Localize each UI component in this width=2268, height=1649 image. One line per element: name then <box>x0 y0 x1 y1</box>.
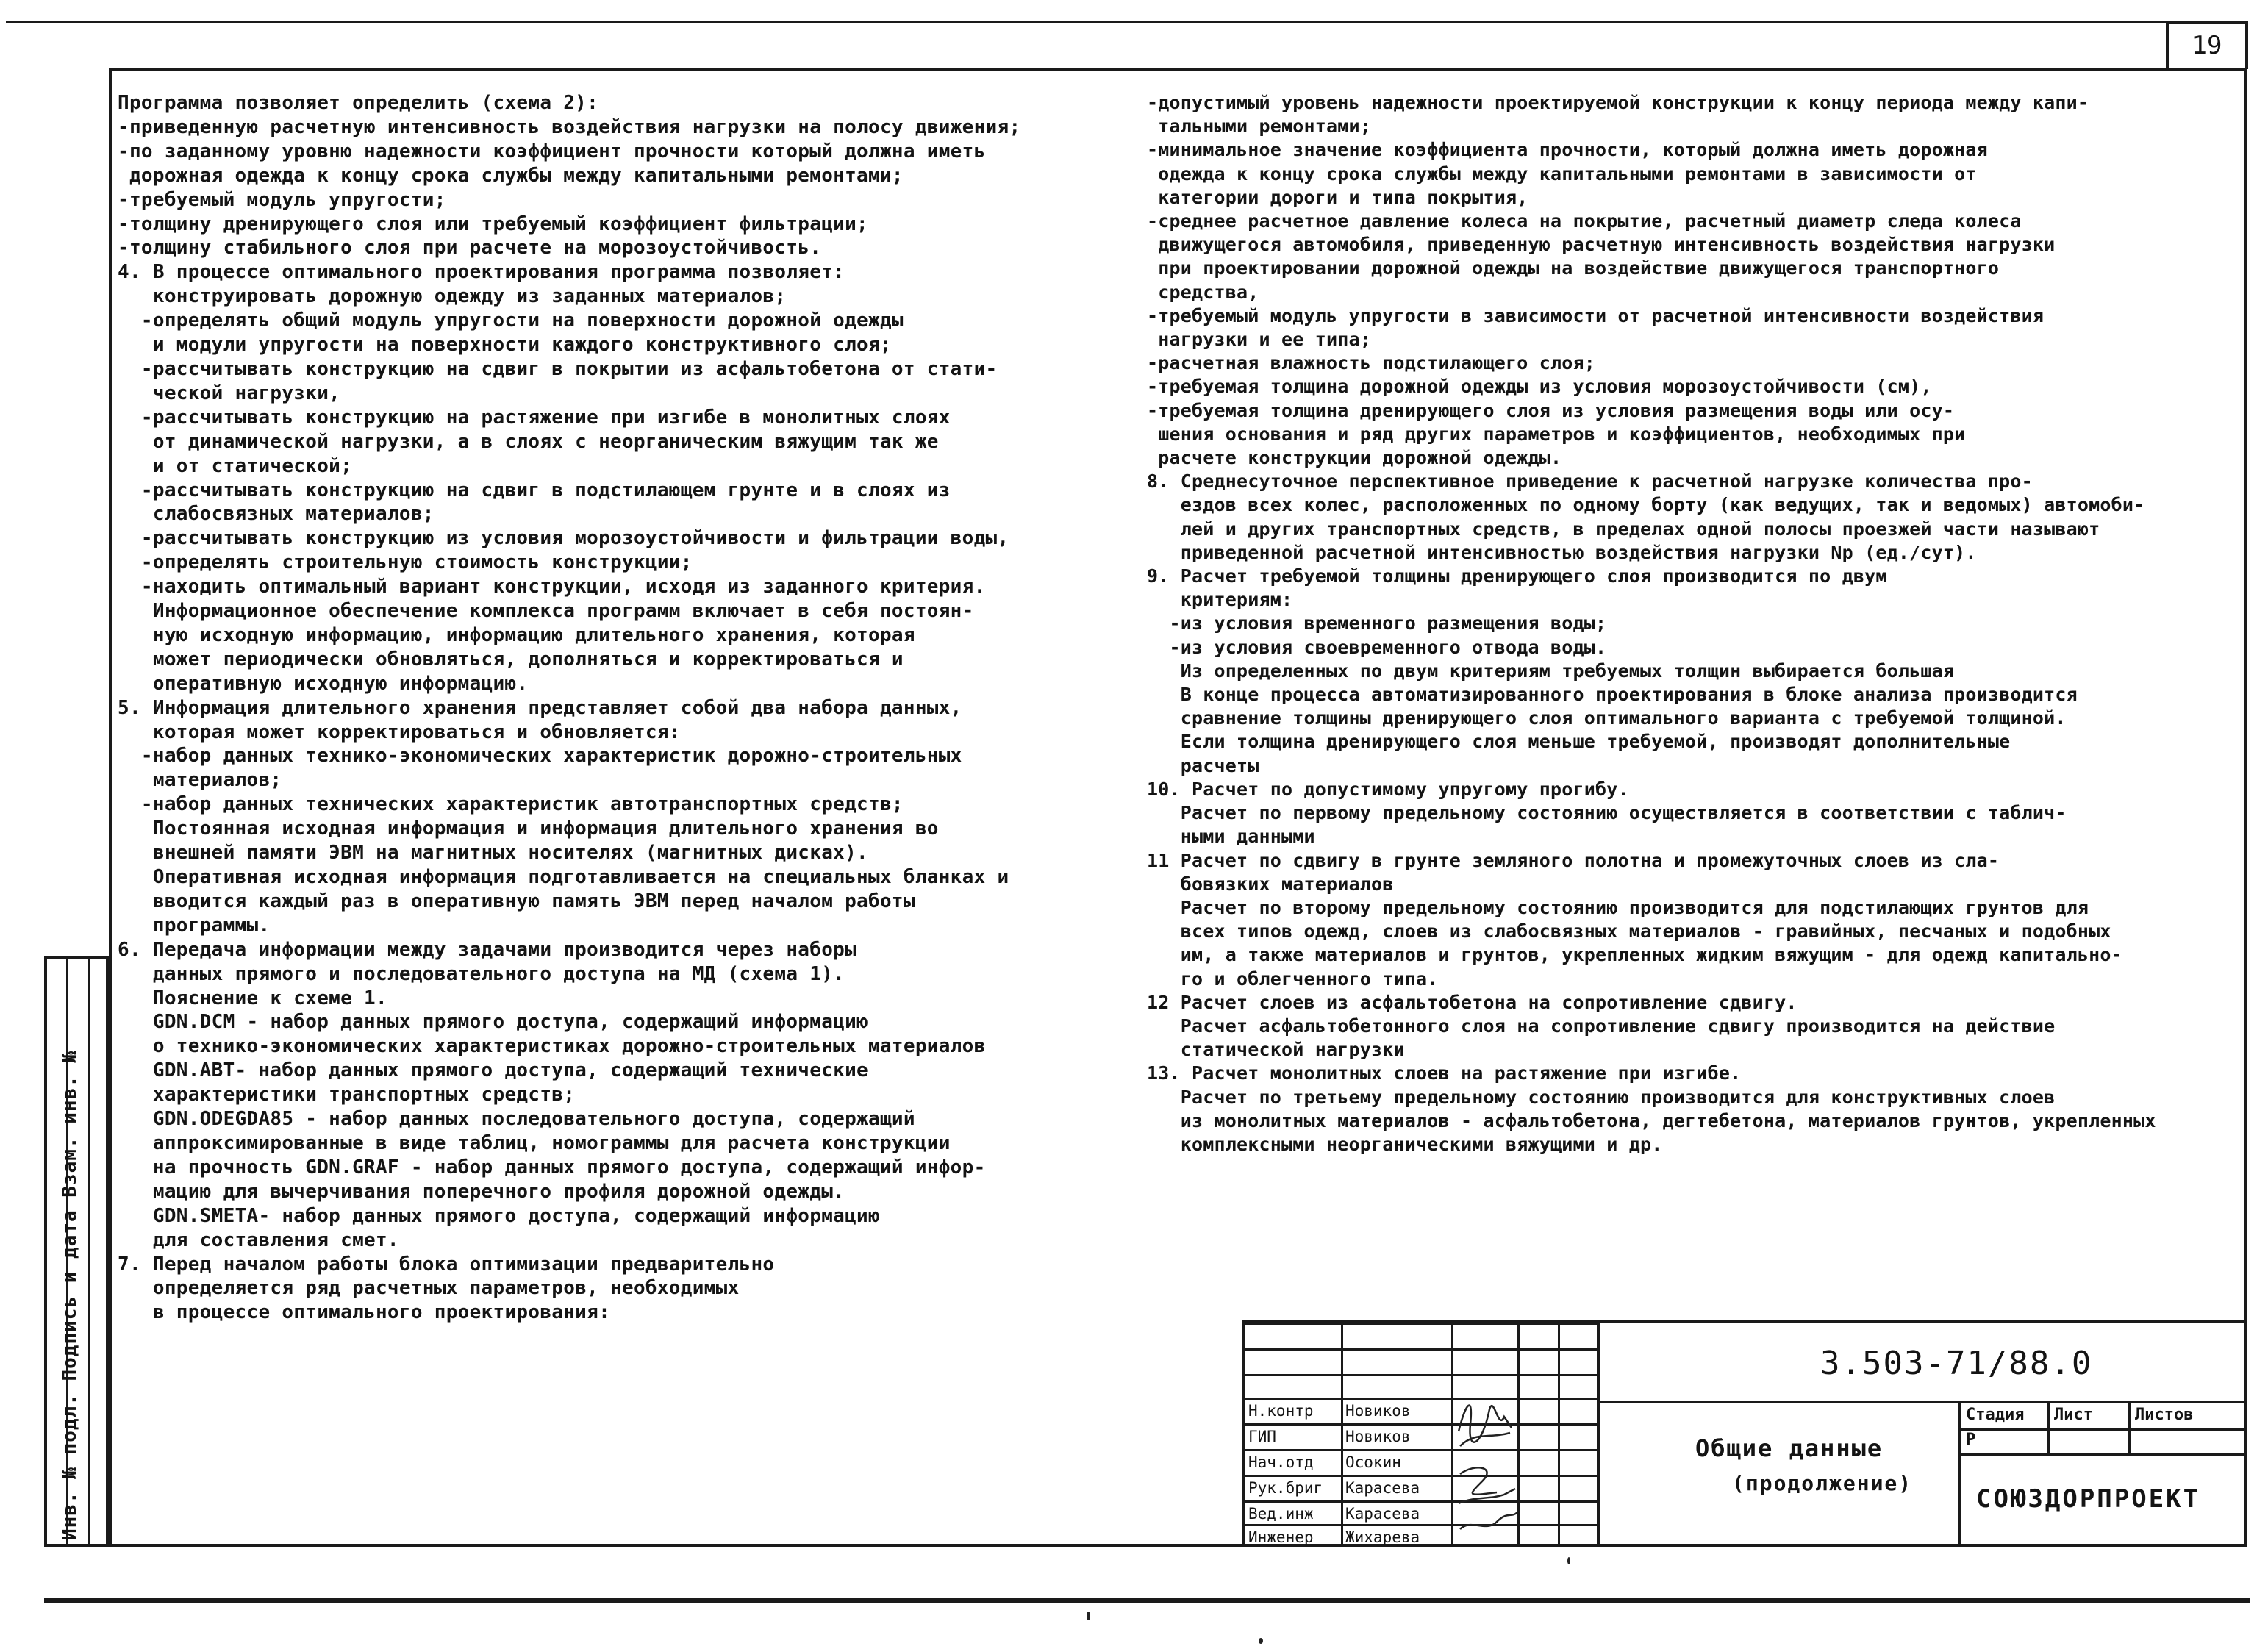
signature-name: Осокин <box>1345 1453 1401 1471</box>
text-line: лей и других транспортных средств, в пределах одной полосы проезжей части называют <box>1147 518 2100 540</box>
signature-role: Инженер <box>1248 1528 1314 1546</box>
text-line: 6. Передача информации между задачами производится через наборы <box>118 938 857 961</box>
text-line: -требуемая толщина дренирующего слоя из условия размещения воды или осу- <box>1147 399 1955 421</box>
sheets-label: Листов <box>2135 1406 2194 1424</box>
text-line: тальными ремонтами; <box>1147 115 1372 137</box>
text-line: -набор данных технических характеристик автотранспортных средств; <box>118 793 904 816</box>
text-line: GDN.ODEGDA85 - набор данных последовательного доступа, содержащий <box>118 1108 915 1131</box>
signature-name: Жихарева <box>1345 1528 1420 1546</box>
text-line: -находить оптимальный вариант конструкции, исходя из заданного критерия. <box>118 576 986 598</box>
text-line: слабосвязных материалов; <box>118 503 434 526</box>
text-line: одежда к концу срока службы между капитальными ремонтами в зависимости от <box>1147 162 1977 185</box>
right-text-column <box>1147 91 2228 1156</box>
text-line: 7. Перед началом работы блока оптимизации предварительно <box>118 1253 775 1276</box>
text-line: ными данными <box>1147 826 1315 848</box>
stage-values-row <box>1961 1428 2247 1456</box>
sheet-label: Лист <box>2050 1403 2131 1428</box>
text-line: Расчет по первому предельному состоянию осуществляется в соответствии с таблич- <box>1147 802 2067 824</box>
text-line: из монолитных материалов - асфальтобетона, дегтебетона, материалов грунтов, укрепленных <box>1147 1109 2156 1131</box>
text-line: может периодически обновляться, дополняться и корректироваться и <box>118 648 904 670</box>
text-line: расчеты <box>1147 754 1259 776</box>
signature-role: Рук.бриг <box>1248 1479 1323 1497</box>
text-line: на прочность GDN.GRAF - набор данных прямого доступа, содержащий инфор- <box>118 1156 986 1178</box>
scan-speck <box>1087 1612 1090 1620</box>
title-block-code-cell <box>1597 1323 2247 1403</box>
text-line: дорожная одежда к концу срока службы между капитальными ремонтами; <box>118 164 904 187</box>
text-line: материалов; <box>118 769 282 792</box>
text-line: -допустимый уровень надежности проектируемой конструкции к концу периода между капи- <box>1147 92 2089 113</box>
signature-role: ГИП <box>1248 1428 1276 1445</box>
text-line: 8. Среднесуточное перспективное приведение к расчетной нагрузке количества про- <box>1147 471 2033 493</box>
text-line: для составления смет. <box>118 1228 399 1251</box>
text-line: -определять строительную стоимость конструкции; <box>118 551 693 574</box>
text-line: Оперативная исходная информация подготавливается на специальных бланках и <box>118 866 1009 888</box>
text-line: го и облегченного типа. <box>1147 967 1439 990</box>
side-strip-label: Инв. № подл. Подпись и дата Взам. инв. № <box>59 1050 81 1540</box>
sheet-value-empty <box>2050 1428 2131 1453</box>
page-number: 19 <box>2166 21 2248 69</box>
text-line: всех типов одежд, слоев из слабосвязных материалов - гравийных, песчаных и подобных <box>1147 920 2111 942</box>
signature-name: Карасева <box>1345 1505 1420 1523</box>
sheet-subtitle: (продолжение) <box>1732 1471 1913 1495</box>
scan-speck <box>1259 1638 1263 1644</box>
text-line: и модули упругости на поверхности каждого конструктивного слоя; <box>118 334 892 357</box>
text-line: определяется ряд расчетных параметров, необходимых <box>118 1277 740 1300</box>
text-line: которая может корректироваться и обновляется: <box>118 720 681 743</box>
signature-role: Нач.отд <box>1248 1453 1314 1471</box>
text-line: Из определенных по двум критериям требуемых толщин выбирается большая <box>1147 659 1955 682</box>
side-strip-divider <box>88 959 90 1544</box>
text-line: внешней памяти ЭВМ на магнитных носителях (магнитных дисках). <box>118 842 869 865</box>
text-line: -расчетная влажность подстилающего слоя; <box>1147 352 1596 374</box>
signature-row <box>1245 1398 1597 1423</box>
text-line: характеристики транспортных средств; <box>118 1084 576 1106</box>
text-line: Информационное обеспечение комплекса программ включает в себя постоян- <box>118 600 974 623</box>
text-line: комплексными неорганическими вяжущими и др. <box>1147 1133 1663 1155</box>
text-line: -набор данных технико-экономических характеристик дорожно-строительных <box>118 745 962 768</box>
signature-name: Новиков <box>1345 1428 1411 1445</box>
text-line: Пояснение к схеме 1. <box>118 987 387 1009</box>
signature-row <box>1245 1500 1597 1526</box>
organization-name: СОЮЗДОРПРОЕКТ <box>1976 1484 2201 1514</box>
text-line: нагрузки и ее типа; <box>1147 329 1372 351</box>
text-line: от динамической нагрузки, а в слоях с неорганическим вяжущим так же <box>118 430 939 453</box>
text-line: статической нагрузки <box>1147 1039 1405 1061</box>
text-line: ездов всех колес, расположенных по одному борту (как ведущих, так и ведомых) автомоби- <box>1147 494 2145 516</box>
text-line: движущегося автомобиля, приведенную расчетную интенсивность воздействия нагрузки <box>1147 234 2056 256</box>
text-line: -толщину дренирующего слоя или требуемый коэффициент фильтрации; <box>118 212 869 235</box>
text-line: 11 Расчет по сдвигу в грунте земляного полотна и промежуточных слоев из сла- <box>1147 849 2000 871</box>
text-line: 5. Информация длительного хранения представляет собой два набора данных, <box>118 696 962 719</box>
sheets-value-empty <box>2131 1428 2247 1453</box>
text-line: -приведенную расчетную интенсивность воздействия нагрузки на полосу движения; <box>118 115 1021 138</box>
text-line: -из условия своевременного отвода воды. <box>1147 636 1607 658</box>
scan-speck <box>1567 1557 1570 1564</box>
text-line: -среднее расчетное давление колеса на покрытие, расчетный диаметр следа колеса <box>1147 210 2022 232</box>
text-line: в процессе оптимального проектирования: <box>118 1301 611 1324</box>
text-line: программы. <box>118 914 271 937</box>
text-line: критериям: <box>1147 589 1293 611</box>
text-line: ную исходную информацию, информацию длительного хранения, которая <box>118 623 915 646</box>
text-line: и от статической; <box>118 454 353 477</box>
text-line: Расчет по третьему предельному состоянию производится для конструктивных слоев <box>1147 1086 2056 1108</box>
text-line: им, а также материалов и грунтов, укрепленных жидким вяжущим - для одежд капитально- <box>1147 944 2122 966</box>
sheet-title: Общие данные <box>1695 1434 1884 1462</box>
text-line: Расчет асфальтобетонного слоя на сопротивление сдвигу производится на действие <box>1147 1015 2056 1037</box>
text-line: Если толщина дренирующего слоя меньше требуемой, производят дополнительные <box>1147 731 2011 753</box>
signature-row <box>1245 1524 1597 1550</box>
text-line: конструировать дорожную одежду из заданных материалов; <box>118 285 787 308</box>
text-line: Постоянная исходная информация и информация длительного хранения во <box>118 818 939 840</box>
text-line: -требуемый модуль упругости; <box>118 188 446 211</box>
stage-value: Р <box>1961 1428 2050 1453</box>
text-line: GDN.ABT- набор данных прямого доступа, содержащий технические <box>118 1059 869 1082</box>
signature-table <box>1245 1323 1597 1547</box>
text-line: -рассчитывать конструкцию на растяжение при изгибе в монолитных слоях <box>118 406 951 429</box>
text-line: -требуемая толщина дорожной одежды из условия морозоустойчивости (см), <box>1147 376 1932 398</box>
signature-row <box>1245 1423 1597 1449</box>
text-line: сравнение толщины дренирующего слоя оптимального варианта с требуемой толщиной. <box>1147 707 2067 729</box>
text-line: -рассчитывать конструкцию на сдвиг в покрытии из асфальтобетона от стати- <box>118 357 998 380</box>
signature-role: Вед.инж <box>1248 1505 1314 1523</box>
signature-role: Н.контр <box>1248 1402 1314 1420</box>
signature-scribble <box>1453 1459 1519 1540</box>
signature-row <box>1245 1449 1597 1475</box>
text-line: -из условия временного размещения воды; <box>1147 612 1607 634</box>
top-rule <box>6 21 2167 23</box>
signature-row-empty <box>1245 1348 1597 1374</box>
text-line: бовязких материалов <box>1147 873 1394 895</box>
title-block-title-cell <box>1597 1403 1958 1547</box>
title-block <box>1242 1320 2247 1547</box>
text-line: -рассчитывать конструкцию на сдвиг в подстилающем грунте и в слоях из <box>118 479 951 501</box>
signature-row-empty <box>1245 1323 1597 1348</box>
text-line: Программа позволяет определить (схема 2): <box>118 92 599 114</box>
text-line: средства, <box>1147 281 1259 303</box>
text-line: -рассчитывать конструкцию из условия морозоустойчивости и фильтрации воды, <box>118 527 1009 550</box>
text-line: 4. В процессе оптимального проектирования программа позволяет: <box>118 261 845 284</box>
text-line: 12 Расчет слоев из асфальтобетона на сопротивление сдвигу. <box>1147 991 1797 1013</box>
text-line: при проектировании дорожной одежды на воздействие движущегося транспортного <box>1147 257 2000 279</box>
text-line: мацию для вычерчивания поперечного профиля дорожной одежды. <box>118 1180 845 1203</box>
text-line: о технико-экономических характеристиках дорожно-строительных материалов <box>118 1035 986 1058</box>
text-line: GDN.SMETA- набор данных прямого доступа, содержащий информацию <box>118 1204 880 1227</box>
text-line: GDN.DCM - набор данных прямого доступа, содержащий информацию <box>118 1011 869 1034</box>
text-line: -требуемый модуль упругости в зависимости от расчетной интенсивности воздействия <box>1147 304 2045 326</box>
text-line: -минимальное значение коэффициента прочности, который должна иметь дорожная <box>1147 139 1988 161</box>
text-line: В конце процесса автоматизированного проектирования в блоке анализа производится <box>1147 684 2078 706</box>
signature-name: Новиков <box>1345 1402 1411 1420</box>
text-line: оперативную исходную информацию. <box>118 672 529 695</box>
text-line: Расчет по второму предельному состоянию производится для подстилающих грунтов для <box>1147 896 2089 918</box>
text-line: категории дороги и типа покрытия, <box>1147 186 1528 208</box>
text-line: аппроксимированные в виде таблиц, номограммы для расчета конструкции <box>118 1131 951 1154</box>
text-line: данных прямого и последовательного доступа на МД (схема 1). <box>118 962 845 985</box>
signature-row-empty <box>1245 1374 1597 1400</box>
text-line: шения основания и ряд других параметров и коэффициентов, необходимых при <box>1147 423 1966 445</box>
signature-scribble <box>1453 1387 1519 1453</box>
text-line: вводится каждый раз в оперативную память ЭВМ перед началом работы <box>118 890 915 912</box>
bottom-rule <box>44 1598 2250 1603</box>
text-line: -по заданному уровню надежности коэффициент прочности который должна иметь <box>118 140 986 162</box>
text-line: расчете конструкции дорожной одежды. <box>1147 447 1562 469</box>
text-line: 9. Расчет требуемой толщины дренирующего слоя производится по двум <box>1147 565 1887 587</box>
stage-label: Стадия <box>1961 1403 2050 1428</box>
stage-header-row <box>1961 1403 2247 1431</box>
left-text-column <box>118 91 1132 1325</box>
text-line: 13. Расчет монолитных слоев на растяжение при изгибе. <box>1147 1062 1742 1084</box>
document-code: 3.503-71/88.0 <box>1820 1345 2093 1382</box>
text-line: -определять общий модуль упругости на поверхности дорожной одежды <box>118 310 904 332</box>
title-block-stage-cell <box>1958 1403 2247 1547</box>
signature-name: Карасева <box>1345 1479 1420 1497</box>
signature-row <box>1245 1475 1597 1500</box>
text-line: 10. Расчет по допустимому упругому прогибу. <box>1147 778 1629 800</box>
text-line: ческой нагрузки, <box>118 382 341 404</box>
text-line: приведенной расчетной интенсивностью воздействия нагрузки Np (ед./сут). <box>1147 541 1977 563</box>
text-line: -толщину стабильного слоя при расчете на морозоустойчивость. <box>118 237 822 260</box>
